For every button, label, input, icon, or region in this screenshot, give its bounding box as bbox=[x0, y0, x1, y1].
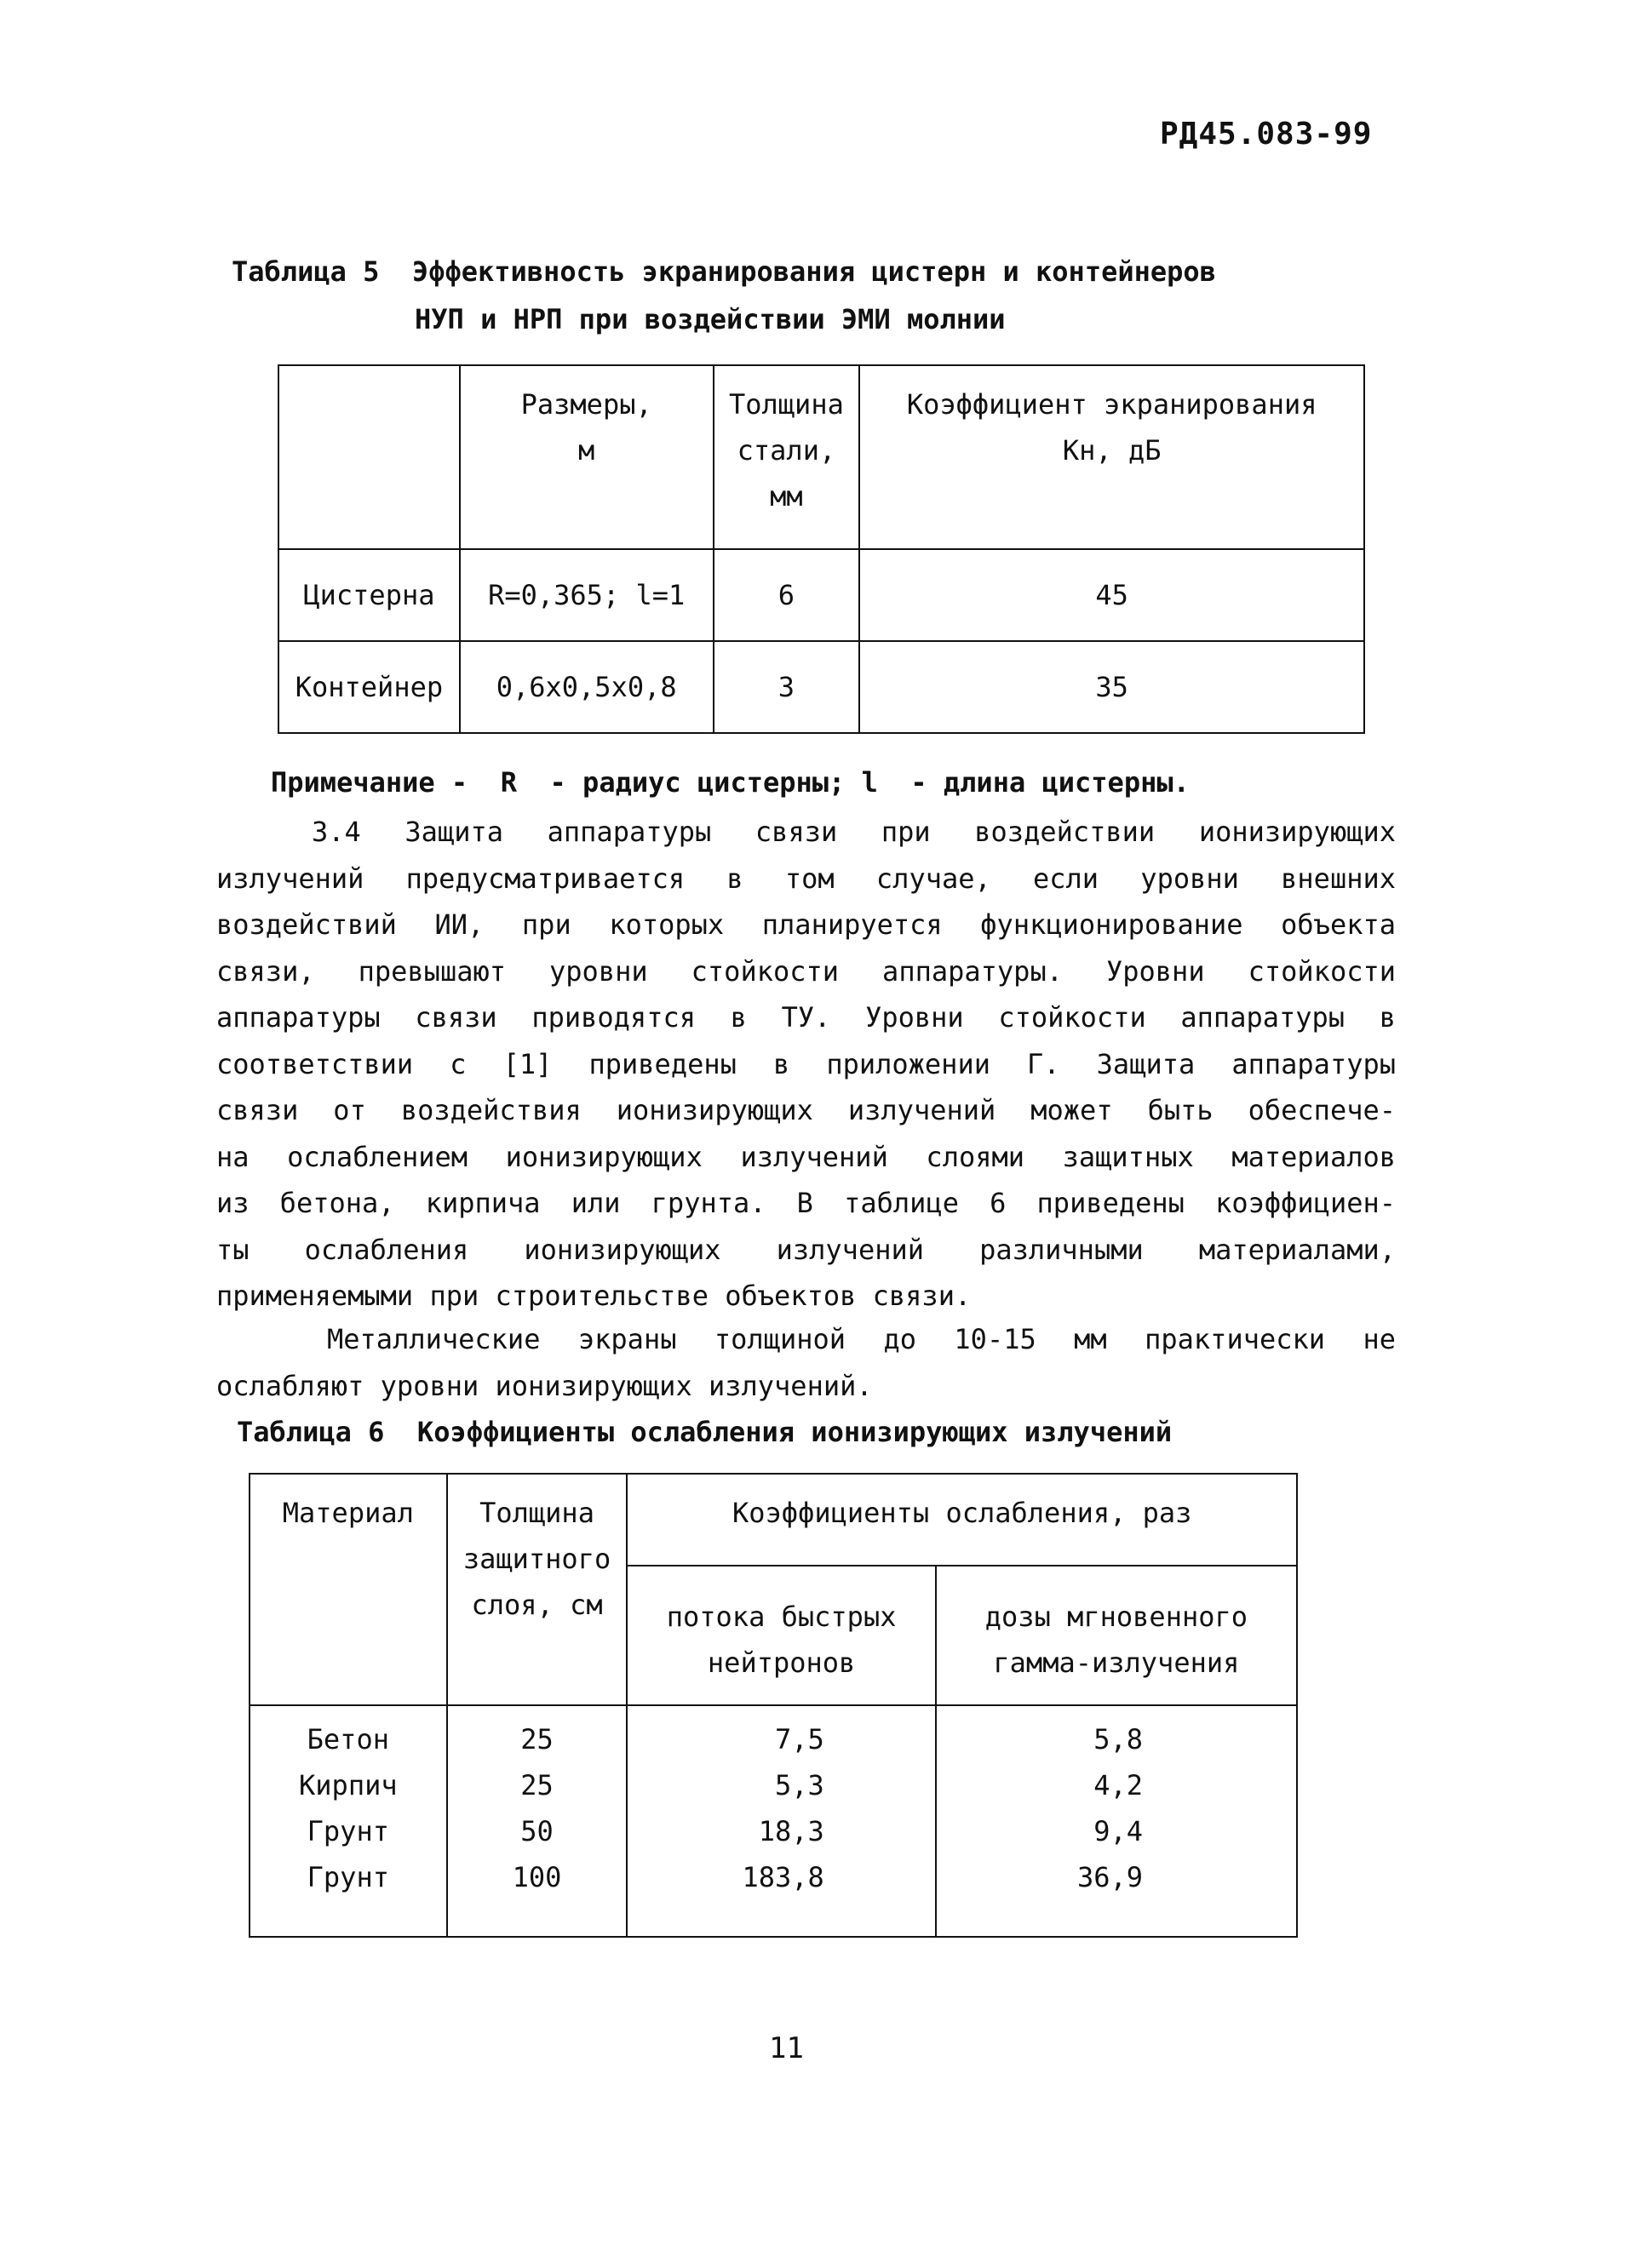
table-row bbox=[278, 549, 1364, 641]
table6-cell: 50 bbox=[520, 1815, 554, 1847]
table5-cell-size: R=0,365; l=1 bbox=[460, 549, 714, 641]
paragraph-line: связи от воздействия ионизирующих излучений может быть обеспече- bbox=[216, 1094, 1396, 1126]
table5-cell-thickness: 3 bbox=[714, 641, 860, 733]
table6-cell: 36,9 bbox=[1076, 1861, 1143, 1893]
paragraph-line: Металлические экраны толщиной до 10-15 мм практически не bbox=[327, 1323, 1396, 1355]
table6-col-thickness bbox=[447, 1705, 628, 1937]
paragraph-metal-screens bbox=[216, 1316, 1396, 1409]
table6-cell: Бетон bbox=[307, 1723, 389, 1755]
table6-header-gamma: дозы мгновенного гамма-излучения bbox=[936, 1566, 1297, 1705]
table6-cell: 18,3 bbox=[758, 1815, 824, 1847]
table6-cell: 9,4 bbox=[1093, 1815, 1143, 1847]
table6-header-row bbox=[250, 1474, 1297, 1566]
table6-cell: Кирпич bbox=[299, 1769, 398, 1801]
table6-header-thickness: Толщина защитного слоя, см bbox=[447, 1474, 628, 1705]
table5-caption-line2: НУП и НРП при воздействии ЭМИ молнии bbox=[415, 303, 1006, 335]
table5-header-coef: Коэффициент экранирования Кн, дБ bbox=[859, 365, 1364, 549]
table6-cell: 7,5 bbox=[774, 1723, 824, 1755]
paragraph-line: связи, превышают уровни стойкости аппаратуры. Уровни стойкости bbox=[216, 954, 1396, 988]
table5-header-size: Размеры, м bbox=[460, 365, 714, 549]
table5-cell-thickness: 6 bbox=[714, 549, 860, 641]
table6-cell: Грунт bbox=[307, 1861, 389, 1893]
paragraph-line: соответствии с [1] приведены в приложении Г. Защита аппаратуры bbox=[216, 1047, 1396, 1080]
table5-header-thickness: Толщина стали, мм bbox=[714, 365, 860, 549]
document-code: РД45.083-99 bbox=[1160, 117, 1373, 152]
table6-cell: 25 bbox=[520, 1723, 554, 1755]
table6-caption: Таблица 6 Коэффициенты ослабления ионизирующих излучений bbox=[237, 1416, 1173, 1448]
table5-header-row bbox=[278, 365, 1364, 549]
paragraph-line: применяемыми при строительстве объектов связи. bbox=[216, 1280, 972, 1312]
paragraph-line: на ослаблением ионизирующих излучений слоями защитных материалов bbox=[216, 1140, 1396, 1173]
paragraph-line: ослабляют уровни ионизирующих излучений. bbox=[216, 1369, 873, 1402]
table5-cell-coef: 35 bbox=[859, 641, 1364, 733]
table6-col-neutrons bbox=[627, 1705, 935, 1937]
table5-cell-coef: 45 bbox=[859, 549, 1364, 641]
table6-header-coef-group: Коэффициенты ослабления, раз bbox=[627, 1474, 1297, 1566]
table5-cell-size: 0,6x0,5x0,8 bbox=[460, 641, 714, 733]
table5-note: Примечание - R - радиус цистерны; l - длина цистерны. bbox=[271, 766, 1190, 799]
paragraph-line: ты ослабления ионизирующих излучений различными материалами, bbox=[216, 1233, 1396, 1266]
table6-cell: 25 bbox=[520, 1769, 554, 1801]
paragraph-line: 3.4 Защита аппаратуры связи при воздействии ионизирующих bbox=[312, 816, 1396, 848]
table6 bbox=[249, 1473, 1298, 1938]
table6-cell: 5,8 bbox=[1093, 1723, 1143, 1755]
table6-cell: Грунт bbox=[307, 1815, 389, 1847]
table5 bbox=[278, 364, 1365, 734]
page-number: 11 bbox=[769, 2031, 804, 2065]
table6-body bbox=[250, 1705, 1297, 1937]
table6-cell: 183,8 bbox=[742, 1861, 824, 1893]
table5-cell-name: Контейнер bbox=[278, 641, 460, 733]
table5-header-empty bbox=[278, 365, 460, 549]
table5-caption-line1: Таблица 5 Эффективность экранирования цистерн и контейнеров bbox=[232, 255, 1216, 288]
paragraph-3-4 bbox=[216, 809, 1396, 1320]
paragraph-line: излучений предусматривается в том случае, если уровни внешних bbox=[216, 862, 1396, 895]
table6-cell: 5,3 bbox=[774, 1769, 824, 1801]
table6-header-material: Материал bbox=[250, 1474, 447, 1705]
table6-header-neutrons: потока быстрых нейтронов bbox=[627, 1566, 935, 1705]
table6-cell: 4,2 bbox=[1093, 1769, 1143, 1801]
table6-col-gamma bbox=[936, 1705, 1297, 1937]
paragraph-line: воздействий ИИ, при которых планируется функционирование объекта bbox=[216, 908, 1396, 941]
paragraph-line: из бетона, кирпича или грунта. В таблице 6 приведены коэффициен- bbox=[216, 1187, 1396, 1219]
table6-col-material bbox=[250, 1705, 447, 1937]
table-row bbox=[278, 641, 1364, 733]
paragraph-line: аппаратуры связи приводятся в ТУ. Уровни стойкости аппаратуры в bbox=[216, 1001, 1396, 1034]
table5-cell-name: Цистерна bbox=[278, 549, 460, 641]
table6-cell: 100 bbox=[512, 1861, 562, 1893]
